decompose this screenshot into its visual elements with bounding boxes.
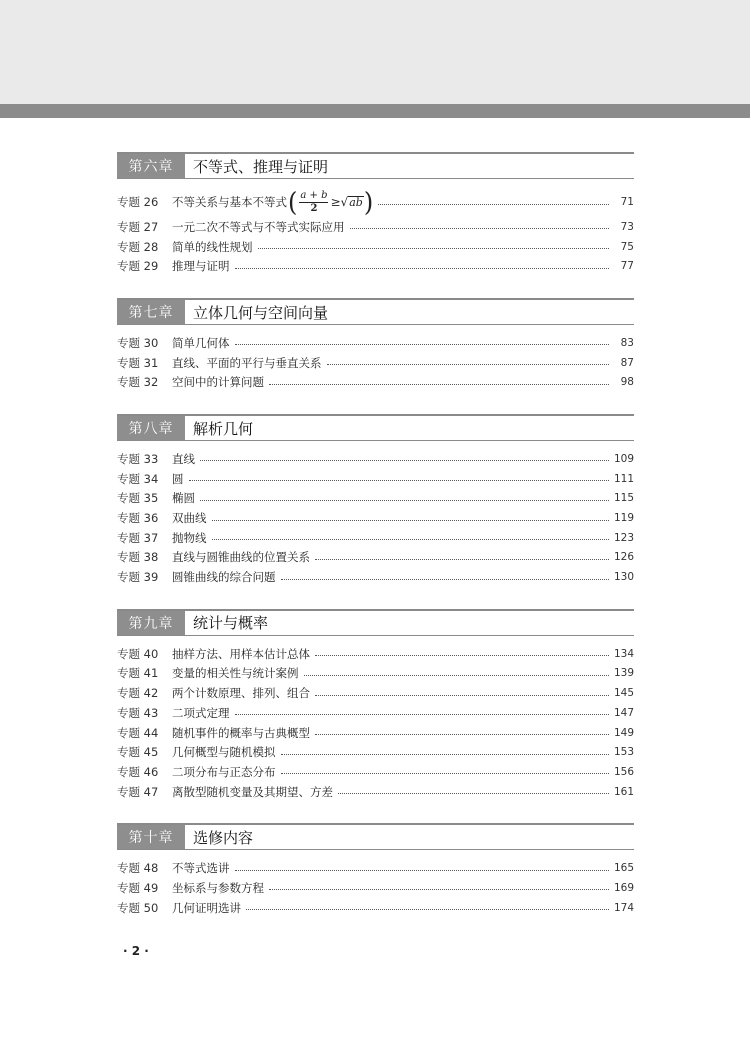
topic-number: 专题 34 [117,471,159,486]
topic-number: 专题 41 [117,666,159,681]
topic-number: 专题 44 [117,725,159,740]
topic-page: 147 [614,706,635,719]
topic-number: 专题 33 [117,451,159,466]
topic-title: 抛物线 [172,530,207,545]
chapter-title: 立体几何与空间向量 [193,303,329,322]
toc-entry[interactable] [117,742,634,762]
topic-title: 椭圆 [172,491,195,506]
topic-title: 简单几何体 [172,335,230,350]
topic-number: 专题 38 [117,550,159,565]
topic-number: 专题 40 [117,646,159,661]
topic-number: 专题 26 [117,195,159,209]
chapter-label: 第八章 [117,416,185,440]
topic-page: 153 [614,746,635,759]
dot-leader [269,384,609,385]
topic-number: 专题 46 [117,764,159,779]
table-of-contents [117,152,634,940]
topic-title: 不等关系与基本不等式 [172,195,287,209]
topic-number: 专题 30 [117,335,159,350]
header-rule [0,104,750,118]
chapter-section [117,152,634,276]
chapter-title: 统计与概率 [193,614,269,633]
chapter-section [117,298,634,392]
dot-leader [315,695,609,696]
dot-leader [235,344,610,345]
chapter-label: 第七章 [117,300,185,324]
topic-number: 专题 36 [117,511,159,526]
chapter-title: 解析几何 [193,419,254,438]
chapter-label: 第六章 [117,154,185,178]
dot-leader [350,228,610,229]
topic-title: 圆锥曲线的综合问题 [172,570,276,585]
dot-leader [200,460,609,461]
toc-entry[interactable] [117,187,634,217]
toc-entry[interactable] [117,256,634,276]
topic-title: 抽样方法、用样本估计总体 [172,646,310,661]
topic-title: 随机事件的概率与古典概型 [172,725,310,740]
toc-entry[interactable] [117,217,634,237]
chapter-header [117,298,634,325]
topic-title: 双曲线 [172,511,207,526]
dot-leader [189,480,610,481]
topic-title: 坐标系与参数方程 [172,880,264,895]
toc-entry[interactable] [117,878,634,898]
chapter-header [117,609,634,636]
topic-page: 87 [620,356,634,369]
topic-page: 83 [620,336,634,349]
topic-page: 126 [614,551,635,564]
chapter-title: 不等式、推理与证明 [193,157,329,176]
dot-leader [338,793,609,794]
toc-entry[interactable] [117,782,634,802]
chapter-section [117,414,634,587]
dot-leader [304,675,610,676]
page-number: · 2 · [123,944,149,958]
toc-entry[interactable] [117,762,634,782]
topic-page: 77 [620,260,634,273]
dot-leader [378,204,609,205]
fraction-denominator: 2 [310,202,318,214]
topic-title: 直线、平面的平行与垂直关系 [172,355,322,370]
radicand: ab [349,195,363,209]
topic-page: 169 [614,881,635,894]
toc-entry[interactable] [117,469,634,489]
dot-leader [200,500,609,501]
topic-page: 165 [614,862,635,875]
toc-entry[interactable] [117,528,634,548]
topic-page: 73 [620,220,634,233]
topic-title: 一元二次不等式与不等式实际应用 [172,219,345,234]
toc-entry[interactable] [117,489,634,509]
toc-entry[interactable] [117,449,634,469]
topic-page: 75 [620,240,634,253]
topic-number: 专题 50 [117,900,159,915]
topic-page: 119 [614,512,635,525]
toc-entry[interactable] [117,898,634,918]
topic-number: 专题 43 [117,705,159,720]
header-band [0,0,750,104]
topic-title: 不等式选讲 [172,861,230,876]
topic-page: 156 [614,765,635,778]
fraction-numerator: a + b [300,189,328,201]
toc-entry[interactable] [117,723,634,743]
dot-leader [212,539,610,540]
chapter-header [117,152,634,179]
chapter-title: 选修内容 [193,828,254,847]
dot-leader [235,870,610,871]
dot-leader [315,559,609,560]
topic-page: 115 [614,492,635,505]
topic-page: 109 [614,452,635,465]
dot-leader [258,248,610,249]
dot-leader [315,655,609,656]
topic-page: 161 [614,785,635,798]
topic-title: 二项分布与正态分布 [172,764,276,779]
chapter-label: 第九章 [117,611,185,635]
topic-title: 简单的线性规划 [172,239,253,254]
dot-leader [281,773,610,774]
topic-number: 专题 42 [117,686,159,701]
topic-page: 139 [614,667,635,680]
topic-title: 几何证明选讲 [172,900,241,915]
toc-entry[interactable] [117,858,634,878]
dot-leader [246,909,609,910]
topic-title: 变量的相关性与统计案例 [172,666,299,681]
topic-number: 专题 31 [117,355,159,370]
topic-number: 专题 29 [117,259,159,274]
toc-entry[interactable] [117,567,634,587]
dot-leader [235,714,610,715]
topic-title: 空间中的计算问题 [172,375,264,390]
toc-entry[interactable] [117,237,634,257]
topic-number: 专题 35 [117,491,159,506]
dot-leader [315,734,609,735]
topic-page: 149 [614,726,635,739]
toc-entry[interactable] [117,548,634,568]
toc-entry[interactable] [117,683,634,703]
topic-title: 直线 [172,451,195,466]
topic-title: 二项式定理 [172,705,230,720]
topic-title: 几何概型与随机模拟 [172,745,276,760]
topic-number: 专题 28 [117,239,159,254]
fraction [299,190,328,215]
square-root [341,195,364,209]
topic-title: 离散型随机变量及其期望、方差 [172,784,333,799]
chapter-label: 第十章 [117,825,185,849]
dot-leader [281,754,610,755]
topic-page: 111 [614,472,635,485]
topic-number: 专题 27 [117,219,159,234]
chapter-header [117,823,634,850]
toc-entry[interactable] [117,372,634,392]
toc-entry[interactable] [117,703,634,723]
topic-title: 两个计数原理、排列、组合 [172,686,310,701]
topic-number: 专题 48 [117,861,159,876]
topic-page: 174 [614,901,635,914]
toc-entry[interactable] [117,644,634,664]
chapter-section [117,609,634,802]
topic-page: 130 [614,571,635,584]
toc-entry[interactable] [117,508,634,528]
dot-leader [281,579,610,580]
dot-leader [212,520,610,521]
topic-number: 专题 32 [117,375,159,390]
inequality-formula [288,186,374,218]
topic-number: 专题 39 [117,570,159,585]
paren-open: ( [288,186,298,218]
topic-number: 专题 45 [117,745,159,760]
toc-entry[interactable] [117,664,634,684]
dot-leader [269,889,609,890]
topic-title: 推理与证明 [172,259,230,274]
topic-page: 145 [614,687,635,700]
chapter-section [117,823,634,917]
topic-page: 98 [620,376,634,389]
dot-leader [327,364,610,365]
sqrt-symbol: √ [340,195,349,209]
topic-number: 专题 47 [117,784,159,799]
topic-page: 134 [614,647,635,660]
topic-number: 专题 49 [117,880,159,895]
dot-leader [235,268,610,269]
topic-page: 71 [620,196,634,208]
toc-entry[interactable] [117,333,634,353]
topic-page: 123 [614,531,635,544]
topic-title: 圆 [172,471,184,486]
paren-close: ) [363,186,374,218]
toc-entry[interactable] [117,353,634,373]
topic-title: 直线与圆锥曲线的位置关系 [172,550,310,565]
geq-symbol: ≥ [330,195,341,209]
chapter-header [117,414,634,441]
topic-number: 专题 37 [117,530,159,545]
